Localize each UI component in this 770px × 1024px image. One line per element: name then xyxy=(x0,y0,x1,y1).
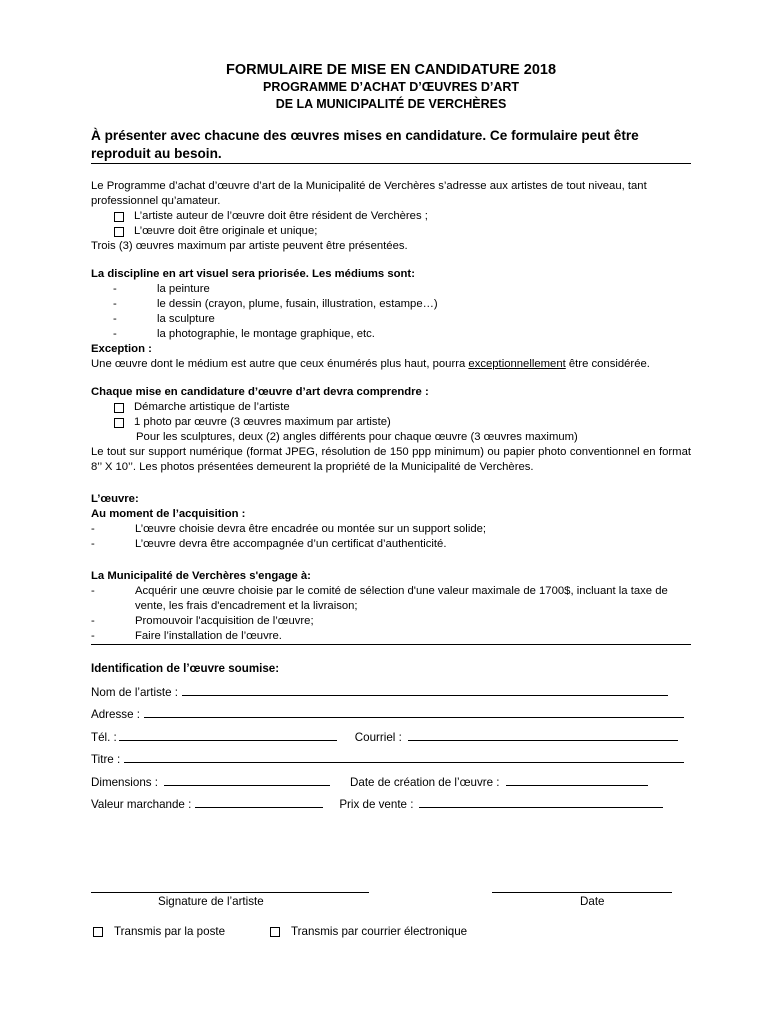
title-label: Titre : xyxy=(91,753,121,767)
dimensions-date-row xyxy=(91,773,691,795)
creation-date-label: Date de création de l’œuvre : xyxy=(350,775,500,789)
transmis-poste-label: Transmis par la poste xyxy=(114,925,226,938)
oeuvre-item: - L’œuvre choisie devra être encadrée ou montée sur un support solide; xyxy=(91,523,487,535)
email-label: Courriel : xyxy=(354,730,402,744)
signature-line[interactable] xyxy=(91,892,369,893)
identification-heading: Identification de l’œuvre soumise: xyxy=(91,662,280,675)
transmis-poste-option[interactable] xyxy=(93,925,225,938)
sculptures-note: Pour les sculptures, deux (2) angles différents pour chaque œuvre (3 œuvres maximum) xyxy=(136,431,578,443)
engage-item: - Faire l’installation de l’œuvre. xyxy=(91,629,691,645)
signature-label: Signature de l’artiste xyxy=(158,895,264,908)
email-field[interactable] xyxy=(408,728,678,741)
phone-email-row xyxy=(91,728,691,750)
medium-item: - le dessin (crayon, plume, fusain, illustration, estampe…) xyxy=(113,298,438,310)
checkbox-icon xyxy=(114,227,124,237)
support-text: Le tout sur support numérique (format JPEG, résolution de 150 ppp minimum) ou papier photo conventionnel en format 8’’ X 10’’. Les photos présentées demeurent la propriété de la Municipalité de Verchères. xyxy=(91,446,691,473)
checkbox-icon xyxy=(114,212,124,222)
address-field[interactable] xyxy=(144,705,684,718)
medium-item: - la photographie, le montage graphique, etc. xyxy=(113,328,375,340)
dimensions-label: Dimensions : xyxy=(91,775,159,789)
artist-name-field[interactable] xyxy=(182,683,668,696)
submission-check-2: 1 photo par œuvre (3 œuvres maximum par artiste) xyxy=(113,415,691,430)
title-field[interactable] xyxy=(124,750,684,763)
engage-heading: La Municipalité de Verchères s'engage à: xyxy=(91,570,311,582)
engage-item: - Acquérir une œuvre choisie par le comité de sélection d'une valeur maximale de 1700$, incluant la taxe de vente, les frais d'encadrement et la livraison; xyxy=(91,585,668,612)
checkbox-icon[interactable] xyxy=(93,927,103,937)
value-price-row xyxy=(91,795,691,817)
form-page xyxy=(91,62,691,817)
form-title: FORMULAIRE DE MISE EN CANDIDATURE 2018 xyxy=(225,62,557,78)
program-title: PROGRAMME D’ACHAT D’ŒUVRES D’ART xyxy=(262,80,520,94)
discipline-heading: La discipline en art visuel sera priorisée. Les médiums sont: xyxy=(91,268,415,280)
intro-text: Le Programme d’achat d’œuvre d’art de la Municipalité de Verchères s’adresse aux artistes de tout niveau, tant professionnel qu’amateur. xyxy=(91,180,647,207)
checkbox-icon[interactable] xyxy=(270,927,280,937)
intro-limit: Trois (3) œuvres maximum par artiste peuvent être présentées. xyxy=(91,240,408,252)
municipality-title: DE LA MUNICIPALITÉ DE VERCHÈRES xyxy=(275,97,507,111)
artist-name-row xyxy=(91,683,691,705)
address-row xyxy=(91,705,691,727)
title-row xyxy=(91,750,691,772)
intro-check-1: L’artiste auteur de l’œuvre doit être résident de Verchères ; xyxy=(113,209,691,224)
sale-price-field[interactable] xyxy=(419,795,663,808)
phone-field[interactable] xyxy=(119,728,337,741)
engage-item: - Promouvoir l'acquisition de l’œuvre; xyxy=(91,615,314,627)
sale-price-label: Prix de vente : xyxy=(339,797,414,811)
exception-heading: Exception : xyxy=(91,343,152,355)
market-value-field[interactable] xyxy=(195,795,323,808)
lead-instruction: À présenter avec chacune des œuvres mises en candidature. Ce formulaire peut être reproduit au besoin. xyxy=(91,127,691,164)
address-label: Adresse : xyxy=(91,708,140,722)
checkbox-icon xyxy=(114,418,124,428)
exception-text: Une œuvre dont le médium est autre que ceux énumérés plus haut, pourra exceptionnellement être considérée. xyxy=(91,358,650,370)
phone-label: Tél. : xyxy=(91,730,117,744)
acquisition-heading: Au moment de l’acquisition : xyxy=(91,508,246,520)
submission-heading: Chaque mise en candidature d’œuvre d’art devra comprendre : xyxy=(91,386,429,398)
date-label: Date xyxy=(580,895,605,908)
dimensions-field[interactable] xyxy=(164,773,330,786)
oeuvre-heading: L’œuvre: xyxy=(91,493,139,505)
artist-name-label: Nom de l’artiste : xyxy=(91,686,178,699)
transmis-courrier-option[interactable] xyxy=(270,925,467,938)
date-line[interactable] xyxy=(492,892,672,893)
transmis-courrier-label: Transmis par courrier électronique xyxy=(291,925,468,938)
submission-check-1: Démarche artistique de l’artiste xyxy=(113,400,691,415)
creation-date-field[interactable] xyxy=(506,773,648,786)
checkbox-icon xyxy=(114,403,124,413)
medium-item: - la sculpture xyxy=(113,313,215,325)
intro-check-2: L’œuvre doit être originale et unique; xyxy=(113,224,691,239)
oeuvre-item: - L’œuvre devra être accompagnée d’un certificat d’authenticité. xyxy=(91,538,447,550)
medium-item: - la peinture xyxy=(113,283,210,295)
market-value-label: Valeur marchande : xyxy=(91,797,192,811)
